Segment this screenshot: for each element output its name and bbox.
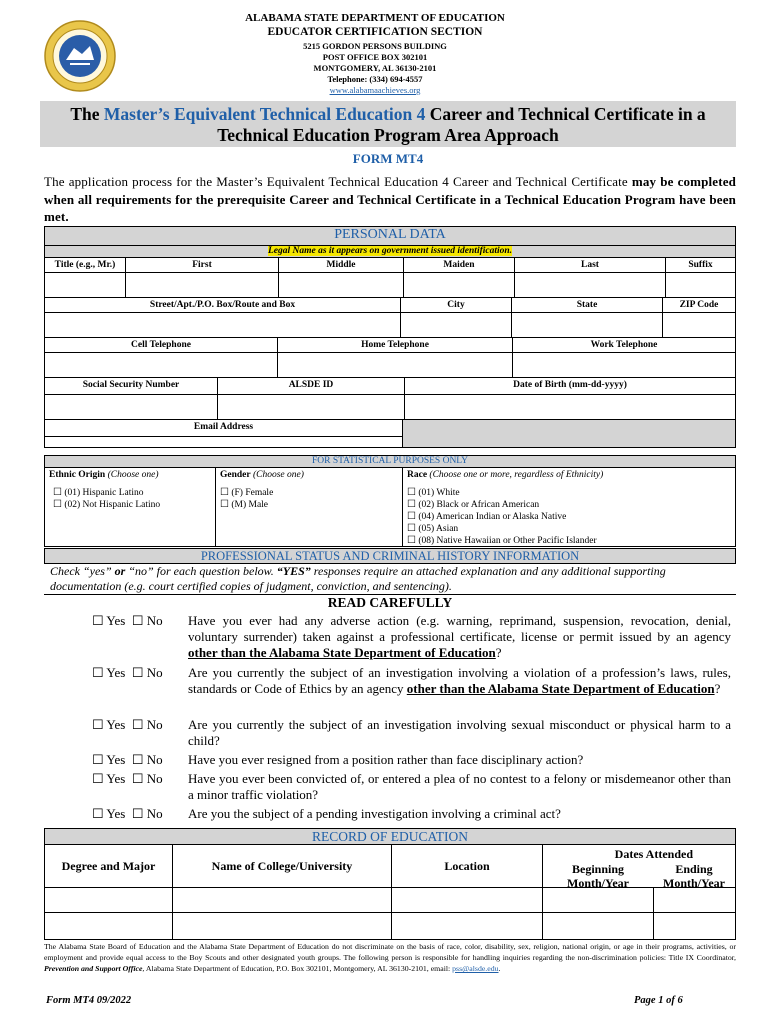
address-city: MONTGOMERY, AL 36130-2101 bbox=[313, 63, 437, 73]
statistics-heading: FOR STATISTICAL PURPOSES ONLY bbox=[45, 456, 736, 468]
page-title: The Master’s Equivalent Technical Education 4 Career and Technical Certificate in a Technical Education Program Area Approach bbox=[70, 104, 706, 145]
middle-name-field[interactable] bbox=[279, 273, 404, 298]
email-field[interactable] bbox=[45, 437, 403, 448]
ssn-field[interactable] bbox=[45, 395, 218, 420]
question-row bbox=[48, 750, 736, 769]
last-name-field[interactable] bbox=[515, 273, 666, 298]
col-college: Name of College/University bbox=[173, 845, 392, 888]
end-date-field[interactable] bbox=[654, 913, 736, 940]
questions-list bbox=[48, 611, 736, 823]
zip-field[interactable] bbox=[663, 313, 736, 338]
gender-option-male[interactable]: ☐ (M) Male bbox=[220, 499, 269, 510]
no-checkbox[interactable]: ☐ No bbox=[131, 806, 163, 821]
yes-checkbox[interactable]: ☐ Yes bbox=[92, 717, 126, 732]
race-option-asian[interactable]: ☐ (05) Asian bbox=[407, 523, 459, 534]
first-name-field[interactable] bbox=[126, 273, 279, 298]
ethnic-hint: (Choose one) bbox=[107, 470, 159, 480]
begin-date-field[interactable] bbox=[543, 913, 654, 940]
beginning-month-year-label: Month/Year bbox=[567, 876, 629, 890]
race-option-black[interactable]: ☐ (02) Black or African American bbox=[407, 499, 540, 510]
end-date-field[interactable] bbox=[654, 888, 736, 913]
ethnic-option-not-hispanic[interactable]: ☐ (02) Not Hispanic Latino bbox=[53, 499, 161, 510]
title-field[interactable] bbox=[45, 273, 126, 298]
label-work-telephone: Work Telephone bbox=[513, 338, 736, 353]
col-degree-major: Degree and Major bbox=[45, 845, 173, 888]
question-text: Are you currently the subject of an investigation involving a violation of a profession’s laws, rules, standards or Code of Ethics by an agency other than the Alabama State Department of Education? bbox=[188, 665, 731, 696]
question-text: Are you currently the subject of an investigation involving sexual misconduct or physical harm to a child? bbox=[188, 717, 731, 748]
home-telephone-field[interactable] bbox=[278, 353, 513, 378]
department-name: ALABAMA STATE DEPARTMENT OF EDUCATION bbox=[245, 12, 505, 24]
yes-checkbox[interactable]: ☐ Yes bbox=[92, 752, 126, 767]
question-row bbox=[48, 715, 736, 750]
gender-label: Gender bbox=[220, 470, 251, 480]
maiden-name-field[interactable] bbox=[404, 273, 515, 298]
college-field[interactable] bbox=[173, 913, 392, 940]
col-location: Location bbox=[392, 845, 543, 888]
read-carefully-label: READ CAREFULLY bbox=[44, 594, 736, 611]
statistics-section bbox=[44, 455, 736, 547]
degree-field[interactable] bbox=[45, 888, 173, 913]
page-number: Page 1 of 6 bbox=[634, 995, 683, 1006]
no-checkbox[interactable]: ☐ No bbox=[131, 752, 163, 767]
label-state: State bbox=[512, 298, 663, 313]
no-checkbox[interactable]: ☐ No bbox=[131, 771, 163, 786]
degree-field[interactable] bbox=[45, 913, 173, 940]
label-ssn: Social Security Number bbox=[45, 378, 218, 395]
ethnic-origin-label: Ethnic Origin bbox=[49, 470, 106, 480]
professional-status-section bbox=[44, 548, 736, 611]
gender-hint: (Choose one) bbox=[252, 470, 304, 480]
ethnic-option-hispanic[interactable]: ☐ (01) Hispanic Latino bbox=[53, 487, 144, 498]
race-hint: (Choose one or more, regardless of Ethnicity) bbox=[429, 470, 604, 480]
yes-checkbox[interactable]: ☐ Yes bbox=[92, 806, 126, 821]
question-text: Have you ever resigned from a position rather than face disciplinary action? bbox=[188, 752, 584, 767]
email-link[interactable]: pss@alsde.edu bbox=[452, 964, 499, 973]
label-first: First bbox=[126, 258, 279, 273]
label-maiden: Maiden bbox=[404, 258, 515, 273]
professional-instructions: Check “yes” or “no” for each question below. “YES” responses require an attached explanation and any additional supporting documentation (e.g. court certified copies of judgment, conviction, and sentencing). bbox=[50, 564, 666, 593]
telephone: Telephone: (334) 694-4557 bbox=[327, 74, 423, 84]
question-text: Are you the subject of a pending investigation involving a criminal act? bbox=[188, 806, 561, 821]
work-telephone-field[interactable] bbox=[513, 353, 736, 378]
no-checkbox[interactable]: ☐ No bbox=[131, 613, 163, 628]
question-row bbox=[48, 769, 736, 804]
question-text: Have you ever been convicted of, or entered a plea of no contest to a felony or misdemeanor other than a minor traffic violation? bbox=[188, 771, 731, 802]
no-checkbox[interactable]: ☐ No bbox=[131, 717, 163, 732]
section-name: EDUCATOR CERTIFICATION SECTION bbox=[267, 26, 483, 38]
label-email: Email Address bbox=[45, 420, 403, 437]
race-option-american-indian[interactable]: ☐ (04) American Indian or Alaska Native bbox=[407, 511, 567, 522]
email-shaded-cell bbox=[403, 420, 736, 448]
alsde-id-field[interactable] bbox=[218, 395, 405, 420]
location-field[interactable] bbox=[392, 888, 543, 913]
yes-checkbox[interactable]: ☐ Yes bbox=[92, 613, 126, 628]
label-city: City bbox=[401, 298, 512, 313]
label-home-telephone: Home Telephone bbox=[278, 338, 513, 353]
beginning-label: Beginning bbox=[571, 862, 625, 876]
label-suffix: Suffix bbox=[666, 258, 736, 273]
label-cell-telephone: Cell Telephone bbox=[45, 338, 278, 353]
label-street: Street/Apt./P.O. Box/Route and Box bbox=[45, 298, 401, 313]
label-middle: Middle bbox=[279, 258, 404, 273]
race-option-pacific-islander[interactable]: ☐ (08) Native Hawaiian or Other Pacific Islander bbox=[407, 535, 597, 546]
label-date-of-birth: Date of Birth (mm-dd-yyyy) bbox=[405, 378, 736, 395]
question-row bbox=[48, 611, 736, 663]
education-section bbox=[44, 828, 736, 940]
cell-telephone-field[interactable] bbox=[45, 353, 278, 378]
education-heading: RECORD OF EDUCATION bbox=[45, 829, 736, 845]
intro-paragraph: The application process for the Master’s Equivalent Technical Education 4 Career and Technical Certificate may be completed when all requirements for the prerequisite Career and Technical Certificate in a Technical Education Program have been met. bbox=[44, 174, 736, 224]
ending-month-year-label: Month/Year bbox=[663, 876, 725, 890]
question-row bbox=[48, 804, 736, 823]
question-row bbox=[48, 663, 736, 715]
address-building: 5215 GORDON PERSONS BUILDING bbox=[303, 41, 447, 51]
no-checkbox[interactable]: ☐ No bbox=[131, 665, 163, 680]
professional-status-heading: PROFESSIONAL STATUS AND CRIMINAL HISTORY INFORMATION bbox=[45, 549, 736, 564]
personal-data-section bbox=[44, 226, 736, 448]
gender-option-female[interactable]: ☐ (F) Female bbox=[220, 487, 274, 498]
suffix-field[interactable] bbox=[666, 273, 736, 298]
ending-label: Ending bbox=[675, 862, 713, 876]
state-seal-logo bbox=[44, 20, 116, 92]
label-zip: ZIP Code bbox=[663, 298, 736, 313]
city-field[interactable] bbox=[401, 313, 512, 338]
legal-name-note: Legal Name as it appears on government issued identification. bbox=[267, 246, 513, 256]
address-po-box: POST OFFICE BOX 302101 bbox=[322, 52, 428, 62]
form-version: Form MT4 09/2022 bbox=[46, 995, 132, 1006]
personal-data-heading: PERSONAL DATA bbox=[45, 227, 736, 246]
yes-checkbox[interactable]: ☐ Yes bbox=[92, 771, 126, 786]
label-alsde-id: ALSDE ID bbox=[218, 378, 405, 395]
begin-date-field[interactable] bbox=[543, 888, 654, 913]
location-field[interactable] bbox=[392, 913, 543, 940]
nondiscrimination-notice: The Alabama State Board of Education and the Alabama State Department of Education do not discriminate on the basis of race, color, disability, sex, religion, national origin, or age in their programs, activities, or employment and provide equal access to the Boy Scouts and other designated youth groups. The following person is responsible for handling inquiries regarding the non-discrimination policies: Title IX Coordinator, Prevention and Support Office, Alabama State Department of Education, P.O. Box 302101, Montgomery, AL 36130-2101, email: pss@alsde.edu. bbox=[44, 942, 736, 973]
race-label: Race bbox=[407, 470, 428, 480]
street-field[interactable] bbox=[45, 313, 401, 338]
yes-checkbox[interactable]: ☐ Yes bbox=[92, 665, 126, 680]
website-link[interactable]: www.alabamaachieves.org bbox=[329, 85, 421, 95]
label-last: Last bbox=[515, 258, 666, 273]
dates-attended-label: Dates Attended bbox=[614, 847, 693, 861]
state-field[interactable] bbox=[512, 313, 663, 338]
label-title: Title (e.g., Mr.) bbox=[45, 258, 126, 273]
question-text: Have you ever had any adverse action (e.g. warning, reprimand, suspension, revocation, denial, voluntary surrender) taken against a professional certificate, license or permit issued by an agency other than the Alabama State Department of Education? bbox=[188, 613, 731, 660]
date-of-birth-field[interactable] bbox=[405, 395, 736, 420]
form-label: FORM MT4 bbox=[352, 151, 424, 166]
college-field[interactable] bbox=[173, 888, 392, 913]
race-option-white[interactable]: ☐ (01) White bbox=[407, 487, 460, 498]
